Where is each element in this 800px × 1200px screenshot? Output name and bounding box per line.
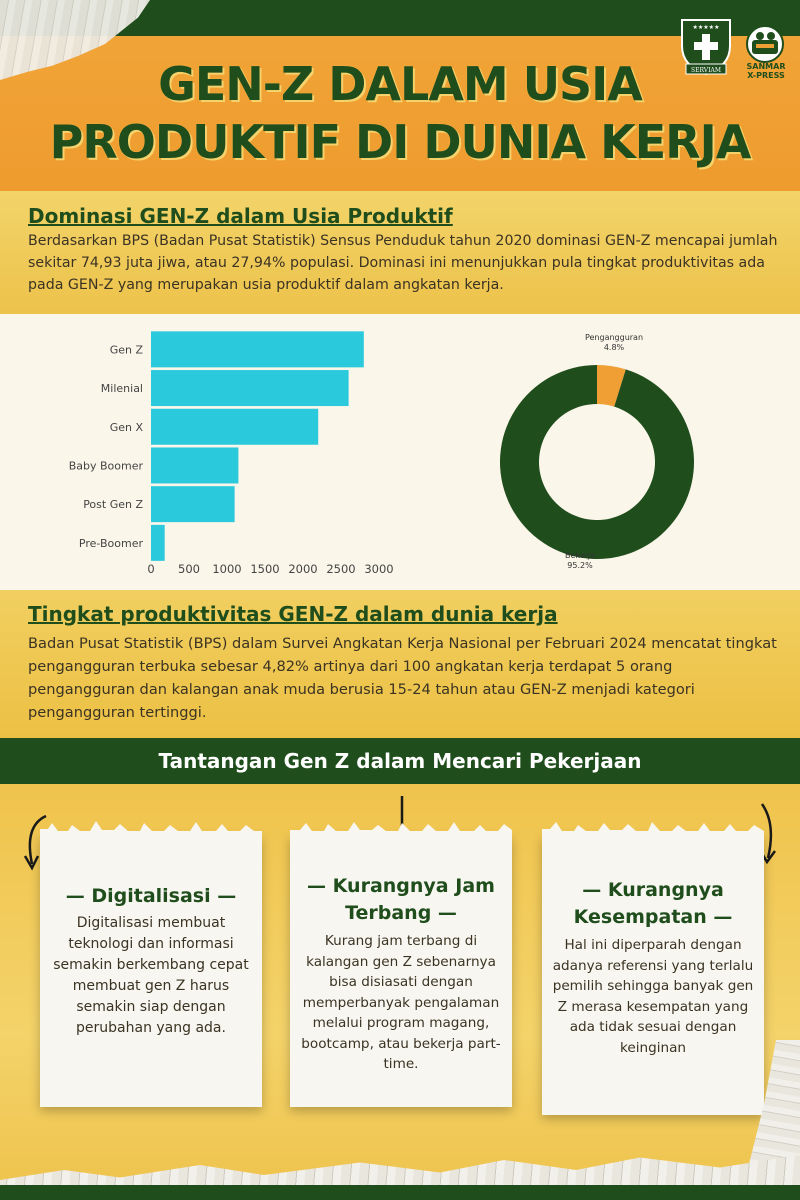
torn-edge: [40, 821, 262, 837]
section-produktivitas: [0, 590, 800, 738]
card-title: — Kurangnya Jam Terbang —: [307, 875, 495, 924]
bar: [151, 486, 235, 522]
title-line-2: PRODUKTIF DI DUNIA KERJA: [49, 115, 751, 169]
title-line-1: GEN-Z DALAM USIA: [158, 57, 642, 111]
category-tick-label: Pre-Boomer: [78, 536, 143, 550]
section-produktivitas-text: Badan Pusat Statistik (BPS) dalam Survei Angkatan Kerja Nasional per Februari 2024 mencatat tingkat pengangguran terbuka sebesar 4,82% artinya dari 100 angkatan kerja terdapat 5 orang pengangguran dan kalangan anak muda berusia 15-24 tahun atau GEN-Z menjadi kategori pengangguran tertinggi.: [28, 635, 777, 721]
category-tick-label: Baby Boomer: [68, 459, 143, 473]
generation-bar-chart: [0, 314, 420, 590]
x-tick-label: 1500: [250, 562, 280, 576]
section-dominasi: [0, 191, 800, 314]
bar: [151, 370, 349, 406]
slice-label: Pengangguran: [584, 333, 644, 342]
torn-edge: [290, 821, 512, 837]
svg-text:★★★★★: ★★★★★: [692, 24, 720, 31]
challenge-card-jam-terbang: [290, 835, 512, 1107]
x-tick-label: 0: [147, 562, 155, 576]
bar: [151, 447, 238, 483]
sanmar-xpress-label: [738, 62, 794, 80]
serviam-shield-logo: [678, 16, 734, 78]
logo2-line1: SANMAR: [746, 62, 786, 71]
bottom-green-strip: [0, 1185, 800, 1200]
x-tick-label: 2000: [288, 562, 318, 576]
card-text: Kurang jam terbang di kalangan gen Z sebenarnya bisa disiasati dengan memperbanyak pengalaman melalui program magang, bootcamp, atau bekerja part-time.: [301, 933, 501, 1072]
card-title: — Kurangnya Kesempatan —: [573, 879, 733, 928]
x-tick-label: 1000: [212, 562, 242, 576]
x-tick-label: 2500: [326, 562, 356, 576]
bar: [151, 409, 318, 445]
slice-value-label: 4.8%: [603, 343, 625, 352]
chart-panel: [0, 314, 800, 590]
slice-value-label: 95.2%: [567, 561, 593, 570]
challenge-card-kesempatan: [542, 835, 764, 1115]
category-tick-label: Gen X: [109, 420, 143, 434]
section-produktivitas-title: Tingkat produktivitas GEN-Z dalam dunia kerja: [28, 602, 558, 626]
x-tick-label: 3000: [364, 562, 394, 576]
card-text: Digitalisasi membuat teknologi dan informasi semakin berkembang cepat membuat gen Z harus semakin siap dengan perubahan yang ada.: [53, 915, 249, 1036]
employment-donut-chart: [490, 314, 710, 590]
svg-text:SERVIAM: SERVIAM: [691, 67, 721, 74]
section-dominasi-text: Berdasarkan BPS (Badan Pusat Statistik) Sensus Penduduk tahun 2020 dominasi GEN-Z mencapai jumlah sekitar 74,93 juta jiwa, atau 27,94% populasi. Dominasi ini menunjukkan pula tingkat produktivitas ada pada GEN-Z yang merupakan usia produktif dalam angkatan kerja.: [28, 233, 778, 293]
challenges-heading: Tantangan Gen Z dalam Mencari Pekerjaan: [0, 738, 800, 784]
torn-edge: [542, 821, 764, 837]
section-dominasi-title: Dominasi GEN-Z dalam Usia Produktif: [28, 204, 453, 228]
card-text: Hal ini diperparah dengan adanya referensi yang terlalu pemilih sehingga banyak gen Z merasa kesempatan yang ada tidak sesuai dengan keinginan: [552, 937, 754, 1056]
bar: [151, 525, 165, 561]
slice-label: Bekerja: [564, 551, 596, 560]
donut-hole: [540, 405, 655, 520]
challenge-card-digitalisasi: [40, 835, 262, 1107]
card-title: — Digitalisasi —: [65, 885, 237, 907]
logo2-line2: X-PRESS: [747, 71, 785, 80]
x-tick-label: 500: [178, 562, 200, 576]
category-tick-label: Gen Z: [109, 343, 143, 357]
category-tick-label: Post Gen Z: [83, 498, 143, 512]
category-tick-label: Milenial: [100, 382, 143, 396]
bar: [151, 331, 364, 367]
